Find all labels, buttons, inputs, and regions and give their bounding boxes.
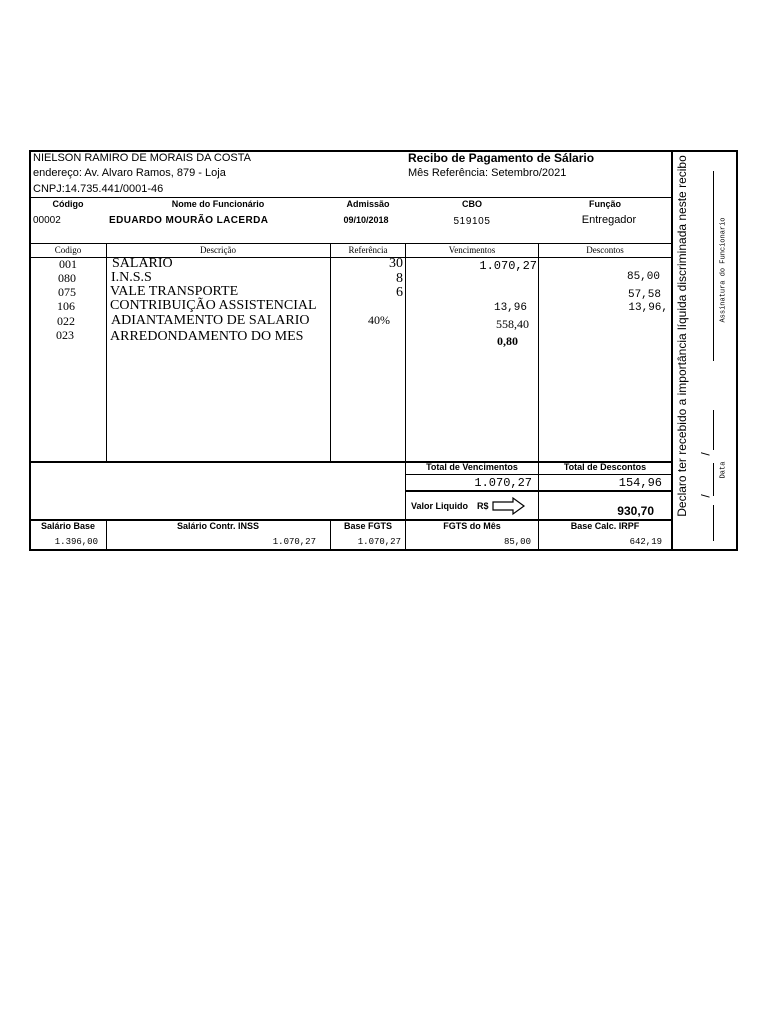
date-line-2[interactable] [713, 463, 714, 496]
role-header: Função [588, 199, 622, 209]
divider-header [30, 197, 671, 198]
total-earnings-label: Total de Vencimentos [426, 462, 518, 472]
signature-line[interactable] [713, 171, 714, 361]
declaration-text: Declaro ter recebido a importância líquida discriminada neste recibo [675, 155, 689, 517]
item-code: 080 [58, 271, 76, 285]
item-reference: 6 [396, 285, 403, 300]
item-deductions: 13,96, [628, 302, 668, 314]
company-address: endereço: Av. Alvaro Ramos, 879 - Loja [33, 167, 226, 179]
company-name: NIELSON RAMIRO DE MORAIS DA COSTA [33, 152, 251, 164]
col-divider-earnings [538, 243, 539, 551]
receipt-title: Recibo de Pagamento de Sálario [408, 151, 595, 165]
admission-header: Admissão [346, 199, 390, 209]
fgts-month-label: FGTS do Mês [443, 521, 501, 531]
item-description: SALARIO [112, 256, 173, 271]
item-reference: 30 [389, 256, 403, 271]
item-code: 075 [58, 285, 76, 299]
items-earnings-header: Vencimentos [448, 245, 496, 255]
arrow-right-icon [492, 496, 526, 516]
item-earnings: 558,40 [496, 317, 529, 331]
item-description: CONTRIBUIÇÃO ASSISTENCIAL [110, 298, 317, 313]
irpf-base-value: 642,19 [629, 537, 662, 547]
net-value: 930,70 [617, 504, 654, 518]
employee-name-header: Nome do Funcionário [171, 199, 265, 209]
col-divider-inss [330, 519, 331, 551]
fgts-base-value: 1.070,27 [357, 537, 401, 547]
total-deductions-value: 154,96 [618, 476, 662, 490]
total-deductions-label: Total de Descontos [563, 462, 647, 472]
currency-label: R$ [477, 501, 489, 511]
item-reference: 8 [396, 271, 403, 286]
items-reference-header: Referência [348, 245, 388, 255]
salary-base-label: Salário Base [40, 521, 96, 531]
items-description-header: Descrição [200, 245, 236, 255]
cbo-code: 519105 [453, 216, 491, 227]
total-earnings-value: 1.070,27 [474, 476, 532, 490]
item-description: I.N.S.S [111, 270, 152, 285]
net-value-label: Valor Liquido [411, 501, 469, 511]
date-line-3[interactable] [713, 505, 714, 541]
date-line-1[interactable] [713, 410, 714, 450]
declaration-panel [671, 150, 738, 551]
fgts-month-value: 85,00 [503, 537, 531, 547]
salary-base-value: 1.396,00 [54, 537, 98, 547]
signature-label: Assinatura do Funcionario [719, 217, 728, 323]
col-divider-code [106, 243, 107, 461]
inss-base-value: 1.070,27 [272, 537, 316, 547]
col-divider-reference [405, 243, 406, 551]
employee-name: EDUARDO MOURÃO LACERDA [109, 215, 269, 226]
inss-base-label: Salário Contr. INSS [176, 521, 260, 531]
date-label: Data [719, 461, 728, 479]
reference-month: Mês Referência: Setembro/2021 [408, 167, 567, 179]
date-separator: / [698, 494, 713, 498]
role: Entregador [581, 214, 637, 226]
cbo-header: CBO [462, 199, 482, 209]
items-deductions-header: Descontos [586, 245, 624, 255]
item-code: 001 [59, 257, 77, 271]
item-description: ARREDONDAMENTO DO MES [110, 329, 304, 344]
date-separator: / [698, 452, 713, 456]
item-code: 022 [57, 314, 75, 328]
item-deductions: 57,58 [627, 289, 661, 301]
item-reference: 40% [368, 313, 390, 327]
item-earnings: 0,80 [497, 334, 518, 348]
col-divider-salary-base [106, 519, 107, 551]
item-deductions: 85,00 [626, 271, 660, 283]
company-cnpj: CNPJ:14.735.441/0001-46 [33, 183, 164, 195]
item-code: 106 [57, 299, 75, 313]
employee-code: 00002 [33, 215, 61, 226]
irpf-base-label: Base Calc. IRPF [570, 521, 640, 531]
item-description: ADIANTAMENTO DE SALARIO [111, 313, 310, 328]
fgts-base-label: Base FGTS [343, 521, 393, 531]
item-code: 023 [56, 328, 74, 342]
employee-code-header: Código [52, 199, 84, 209]
col-divider-description [330, 243, 331, 461]
items-code-header: Codigo [54, 245, 82, 255]
admission-date: 09/10/2018 [343, 215, 389, 225]
item-description: VALE TRANSPORTE [110, 284, 239, 299]
item-earnings: 1.070,27 [479, 259, 537, 273]
item-earnings: 13,96 [493, 302, 527, 314]
divider-employee [30, 243, 671, 244]
